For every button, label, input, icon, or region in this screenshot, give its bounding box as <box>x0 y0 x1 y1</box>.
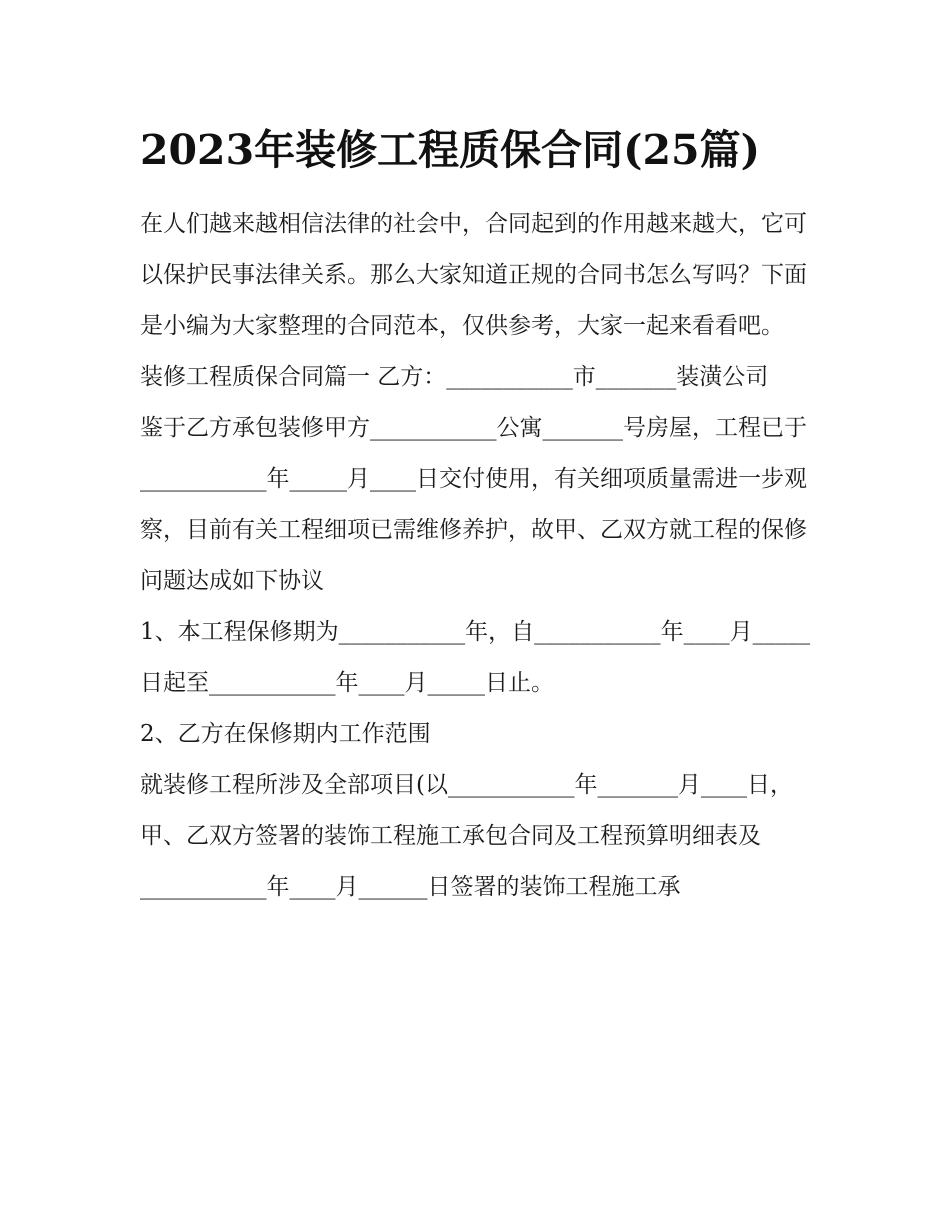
document-page <box>140 112 820 913</box>
clause-2-heading: 2、乙方在保修期内工作范围 <box>140 721 431 747</box>
clause-1-paragraph: 1、本工程保修期为___________年，自___________年____月_____日起至___________年____月_____日止。 <box>140 619 811 696</box>
clause-2-body-paragraph: 就装修工程所涉及全部项目(以___________年_______月____日，甲、乙双方签署的装饰工程施工承包合同及工程预算明细表及___________年____月______日签署的装饰工程施工承 <box>140 772 793 900</box>
contract-party-paragraph: 装修工程质保合同篇一 乙方：___________市_______装潢公司 <box>140 364 769 390</box>
document-title: 2023年装修工程质保合同(25篇) <box>140 126 760 174</box>
intro-paragraph: 在人们越来越相信法律的社会中，合同起到的作用越来越大，它可以保护民事法律关系。那么大家知道正规的合同书怎么写吗？下面是小编为大家整理的合同范本，仅供参考，大家一起来看看吧。 <box>140 211 807 339</box>
contract-preamble-paragraph: 鉴于乙方承包装修甲方___________公寓_______号房屋，工程已于___________年_____月____日交付使用，有关细项质量需进一步观察，目前有关工程细项已需维修养护，故甲、乙双方就工程的保修问题达成如下协议 <box>140 415 807 594</box>
